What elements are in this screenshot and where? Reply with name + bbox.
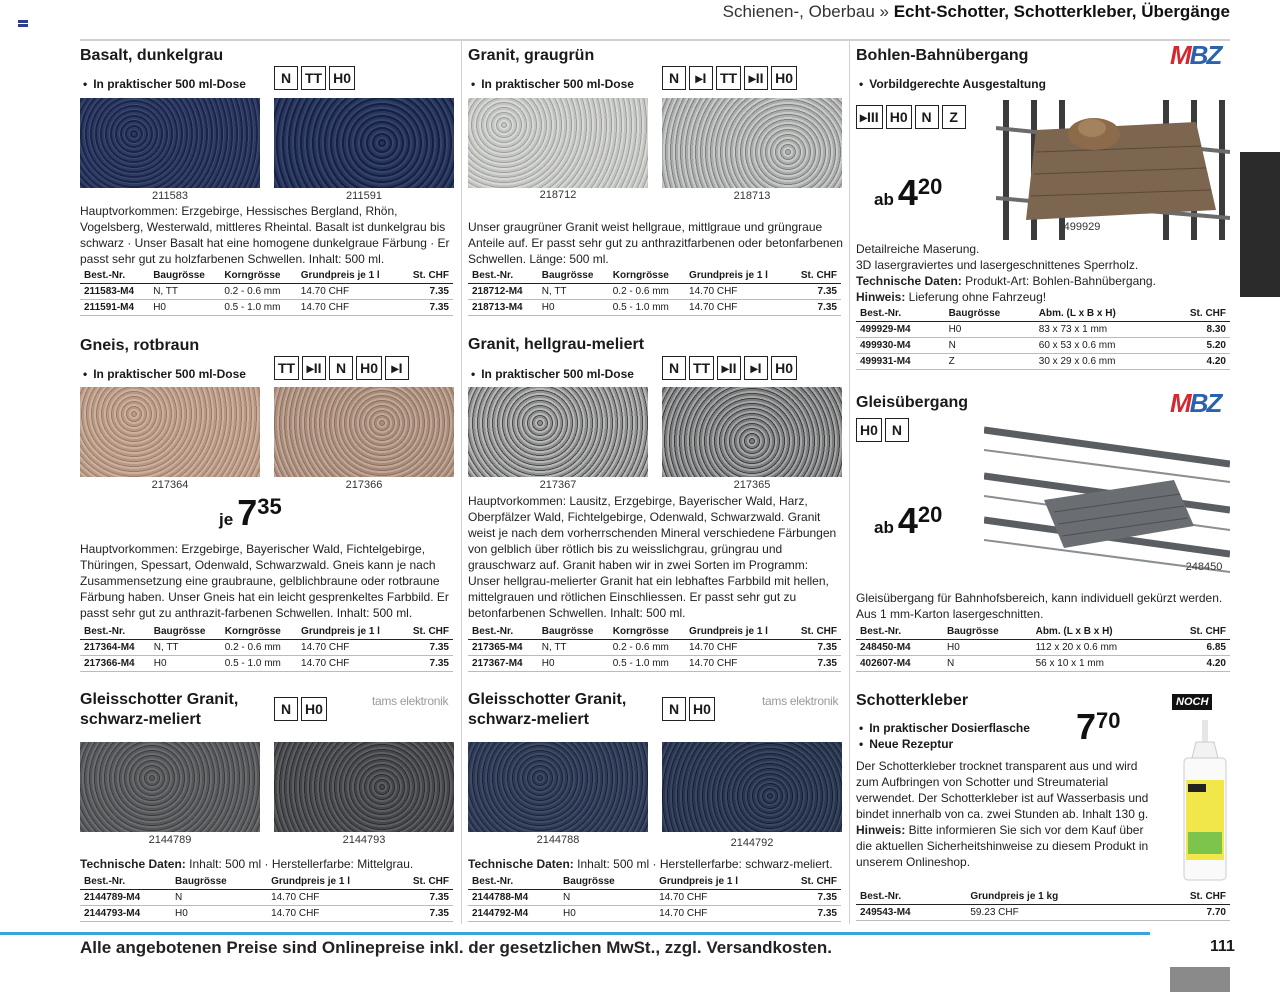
article-number[interactable]: 249543-M4 bbox=[856, 905, 966, 921]
scale-badge: H0 bbox=[356, 356, 382, 380]
cell bbox=[644, 906, 655, 922]
product-table bbox=[856, 889, 1230, 921]
col-header: Baugrösse bbox=[171, 874, 256, 890]
scale-badge: H0 bbox=[301, 697, 327, 721]
cell: 14.70 CHF bbox=[297, 640, 400, 656]
price-decimals: 20 bbox=[917, 502, 943, 527]
product-description bbox=[856, 241, 1231, 305]
image-caption: 218712 bbox=[539, 189, 577, 201]
product-bullet: • In praktischer 500 ml-Dose bbox=[80, 76, 453, 92]
scale-badge: N bbox=[274, 66, 298, 90]
col-header: Abm. (L x B x H) bbox=[1035, 306, 1164, 322]
article-number[interactable]: 499931-M4 bbox=[856, 354, 945, 370]
scale-badge: N bbox=[915, 105, 939, 129]
scale-badge: ▸II bbox=[302, 356, 326, 380]
scale-badge: ▸I bbox=[689, 66, 713, 90]
cell: 7.35 bbox=[390, 906, 453, 922]
scale-badges bbox=[274, 356, 409, 380]
image-caption: 217366 bbox=[345, 479, 383, 491]
product-title: Gleisübergang bbox=[856, 394, 969, 411]
table-row[interactable] bbox=[856, 338, 1230, 354]
product-bullet: • Vorbildgerechte Ausgestaltung bbox=[856, 76, 1156, 92]
article-number[interactable]: 217364-M4 bbox=[80, 640, 150, 656]
image-caption: 2144792 bbox=[730, 837, 774, 849]
product-tech-data bbox=[468, 856, 843, 872]
col-header: Grundpreis je 1 l bbox=[655, 874, 778, 890]
article-number[interactable]: 218713-M4 bbox=[468, 300, 538, 316]
scale-badge: TT bbox=[301, 66, 326, 90]
col-header: Baugrösse bbox=[149, 268, 220, 284]
scale-badges bbox=[856, 105, 966, 129]
cell: Z bbox=[945, 354, 1035, 370]
cell: H0 bbox=[945, 322, 1035, 338]
image-caption: 211591 bbox=[346, 190, 382, 202]
cell: 14.70 CHF bbox=[297, 656, 400, 672]
cell: 60 x 53 x 0.6 mm bbox=[1035, 338, 1164, 354]
product-table bbox=[80, 874, 453, 922]
product-description: Hauptvorkommen: Erzgebirge, Hessisches Bergland, Rhön, Vogelsberg, Westerwald, mittleres Rheintal. Basalt ist dunkelgrau bis schwarz · Unser Basalt hat eine homogene dunkelgraue Färbung · Er passt sehr gut zu holzfarbenen Schwellen. Inhalt: 500 ml. bbox=[80, 204, 450, 266]
page-number: 111 bbox=[1210, 938, 1235, 955]
desc-text: Der Schotterkleber trocknet transparent aus und wird zum Aufbringen von Schotter und Streumaterial verwendet. Der Schotterkleber ist auf Wasserbasis und bindet innerhalb von ca. zwei Stunden ab. Inhalt 130 g. bbox=[856, 759, 1149, 821]
col-header: St. CHF bbox=[778, 874, 841, 890]
scale-badge: N bbox=[662, 697, 686, 721]
col-header: St. CHF bbox=[400, 624, 453, 640]
col-header: St. CHF bbox=[390, 874, 453, 890]
product-tech-data bbox=[80, 856, 455, 872]
table-row[interactable] bbox=[856, 656, 1230, 672]
hint-text: Lieferung ohne Fahrzeug! bbox=[905, 290, 1047, 304]
cell: 0.5 - 1.0 mm bbox=[609, 300, 685, 316]
column-divider bbox=[461, 41, 462, 924]
scale-badges bbox=[662, 356, 797, 380]
table-row[interactable] bbox=[80, 640, 453, 656]
scale-badge: H0 bbox=[771, 66, 797, 90]
tech-label: Technische Daten: bbox=[80, 857, 186, 871]
tech-text: Inhalt: 500 ml · Herstellerfarbe: Mittelgrau. bbox=[185, 857, 414, 871]
scale-badge: TT bbox=[274, 356, 299, 380]
scale-badge: ▸II bbox=[717, 356, 741, 380]
scale-badges bbox=[662, 66, 797, 90]
hint-label: Hinweis: bbox=[856, 290, 906, 304]
product-description: Unser graugrüner Granit weist hellgraue, mittlgraue und grüngraue Anteile auf. Er passt sehr gut zu anthrazitfarbenen oder betonfarbenen Schwellen. Länge: 500 ml. bbox=[468, 220, 843, 266]
cell: N bbox=[559, 890, 644, 906]
col-header: Grundpreis je 1 kg bbox=[966, 889, 1147, 905]
cell: 0.2 - 0.6 mm bbox=[609, 640, 685, 656]
cell: H0 bbox=[943, 640, 1032, 656]
col-header: St. CHF bbox=[788, 268, 841, 284]
scale-badge: N bbox=[274, 697, 298, 721]
scale-badge: ▸II bbox=[744, 66, 768, 90]
product-image[interactable] bbox=[662, 742, 842, 832]
product-image[interactable] bbox=[80, 98, 260, 188]
table-row[interactable] bbox=[856, 905, 1230, 921]
cell: 6.85 bbox=[1165, 640, 1231, 656]
product-image[interactable] bbox=[274, 98, 454, 188]
price-main: 7 bbox=[237, 492, 258, 533]
col-header: Baugrösse bbox=[538, 624, 609, 640]
cell: 14.70 CHF bbox=[655, 906, 778, 922]
cell: 112 x 20 x 0.6 mm bbox=[1032, 640, 1165, 656]
hint-label: Hinweis: bbox=[856, 823, 906, 837]
scale-badge: H0 bbox=[856, 418, 882, 442]
image-caption: 2144789 bbox=[148, 834, 192, 846]
mbz-logo: MBZ bbox=[1170, 40, 1221, 70]
col-header: Best.-Nr. bbox=[468, 874, 559, 890]
col-header: Korngrösse bbox=[220, 268, 296, 284]
cell: 7.35 bbox=[788, 656, 841, 672]
table-row[interactable] bbox=[856, 322, 1230, 338]
table-row[interactable] bbox=[468, 640, 841, 656]
product-image[interactable] bbox=[80, 742, 260, 832]
cell: H0 bbox=[149, 300, 220, 316]
col-header: St. CHF bbox=[1163, 306, 1230, 322]
scale-badge: H0 bbox=[329, 66, 355, 90]
product-title: Granit, graugrün bbox=[468, 47, 595, 64]
col-header: Best.-Nr. bbox=[80, 874, 171, 890]
table-row[interactable] bbox=[80, 656, 453, 672]
product-bullet: • In praktischer 500 ml-Dose bbox=[468, 366, 841, 382]
glue-bottle-image[interactable] bbox=[1178, 720, 1234, 884]
cell: H0 bbox=[150, 656, 221, 672]
cell: N, TT bbox=[538, 284, 609, 300]
scale-badges bbox=[274, 697, 327, 721]
image-caption: 218713 bbox=[733, 190, 771, 202]
product-table bbox=[856, 306, 1230, 370]
cell: 7.35 bbox=[788, 284, 841, 300]
product-title: Bohlen-Bahnübergang bbox=[856, 47, 1029, 64]
product-title: Schotterkleber bbox=[856, 692, 969, 709]
cell: N, TT bbox=[538, 640, 609, 656]
cell: 7.35 bbox=[788, 640, 841, 656]
product-image[interactable] bbox=[662, 98, 842, 188]
product-description: Hauptvorkommen: Erzgebirge, Bayerischer Wald, Fichtelgebirge, Thüringen, Spessart, Odenwald, Schwarzwald. Gneis kann je nach Zusammensetzung eine graubraune, gelblichbraune oder rotbraune Färbung haben. Unser Gneis hat ein leicht gesprenkeltes Farbbild. Er passt sehr gut zu anthrazit-farbenen Schwellen. Inhalt: 500 ml. bbox=[80, 542, 449, 620]
hint-text: Bitte informieren Sie sich vor dem Kauf über die aktuellen Sicherheitshinweise zu diesem Produkt in unserem Onlineshop. bbox=[856, 823, 1149, 869]
article-number[interactable]: 499930-M4 bbox=[856, 338, 945, 354]
table-row[interactable] bbox=[80, 890, 453, 906]
col-header: St. CHF bbox=[1165, 624, 1231, 640]
cell: 7.35 bbox=[778, 890, 841, 906]
cell: 4.20 bbox=[1163, 354, 1230, 370]
cell: H0 bbox=[559, 906, 644, 922]
price-main: 7 bbox=[1076, 706, 1097, 747]
cell bbox=[644, 890, 655, 906]
cell: 14.70 CHF bbox=[297, 284, 401, 300]
image-caption: 217367 bbox=[539, 479, 577, 491]
table-row[interactable] bbox=[468, 284, 841, 300]
product-image-gleisuebergang[interactable] bbox=[984, 420, 1230, 580]
product-title: Gneis, rotbraun bbox=[80, 337, 200, 354]
product-image[interactable] bbox=[274, 742, 454, 832]
column-divider bbox=[849, 41, 850, 924]
scale-badge: TT bbox=[716, 66, 741, 90]
price-prefix: ab bbox=[874, 518, 894, 537]
cell: 14.70 CHF bbox=[297, 300, 401, 316]
article-number[interactable]: 402607-M4 bbox=[856, 656, 943, 672]
scale-badge: Z bbox=[942, 105, 966, 129]
language-flag-icon[interactable] bbox=[18, 20, 28, 27]
product-table bbox=[856, 624, 1230, 672]
cell: 7.70 bbox=[1147, 905, 1230, 921]
product-image[interactable] bbox=[662, 387, 842, 477]
cell: N bbox=[943, 656, 1032, 672]
col-header: Grundpreis je 1 l bbox=[267, 874, 390, 890]
desc-line: 3D lasergraviertes und lasergeschnittenes Sperrholz. bbox=[856, 258, 1139, 272]
product-title: Gleisschotter Granit, schwarz-meliert bbox=[80, 691, 239, 728]
table-row[interactable] bbox=[856, 640, 1230, 656]
chapter-tab[interactable] bbox=[1240, 152, 1280, 297]
product-title: Granit, hellgrau-meliert bbox=[468, 336, 645, 353]
noch-logo: NOCH bbox=[1172, 694, 1212, 710]
product-image[interactable] bbox=[80, 387, 260, 477]
article-number[interactable]: 211583-M4 bbox=[80, 284, 149, 300]
product-bohlen bbox=[856, 46, 1156, 92]
article-number[interactable]: 2144793-M4 bbox=[80, 906, 171, 922]
price bbox=[1076, 706, 1121, 748]
tech-label: Technische Daten: bbox=[468, 857, 574, 871]
scale-badges bbox=[856, 418, 909, 442]
cell: 14.70 CHF bbox=[267, 890, 390, 906]
header-divider bbox=[80, 39, 1230, 41]
cell: 8.30 bbox=[1163, 322, 1230, 338]
article-number[interactable]: 218712-M4 bbox=[468, 284, 538, 300]
cell: 5.20 bbox=[1163, 338, 1230, 354]
brand-watermark: tams elektronik bbox=[372, 694, 449, 708]
product-image[interactable] bbox=[468, 742, 648, 832]
col-header: Best.-Nr. bbox=[80, 624, 150, 640]
table-row[interactable] bbox=[80, 300, 453, 316]
cell: 0.2 - 0.6 mm bbox=[609, 284, 685, 300]
price bbox=[219, 492, 282, 534]
col-header: Grundpreis je 1 l bbox=[685, 624, 788, 640]
scale-badge: TT bbox=[689, 356, 714, 380]
cell: 7.35 bbox=[390, 890, 453, 906]
cell: 14.70 CHF bbox=[655, 890, 778, 906]
cell: N, TT bbox=[149, 284, 220, 300]
col-header: Best.-Nr. bbox=[856, 624, 943, 640]
cell: 14.70 CHF bbox=[267, 906, 390, 922]
cell: 83 x 73 x 1 mm bbox=[1035, 322, 1164, 338]
scale-badge: N bbox=[662, 356, 686, 380]
col-header: Abm. (L x B x H) bbox=[1032, 624, 1165, 640]
product-description: Gleisübergang für Bahnhofsbereich, kann individuell gekürzt werden. Aus 1 mm-Karton lasergeschnitten. bbox=[856, 591, 1223, 621]
col-header: Best.-Nr. bbox=[468, 268, 538, 284]
mbz-logo: MBZ bbox=[1170, 388, 1221, 418]
price-decimals: 20 bbox=[917, 174, 943, 199]
col-header: Baugrösse bbox=[150, 624, 221, 640]
footer-note: Alle angebotenen Preise sind Onlinepreise inkl. der gesetzlichen MwSt., zzgl. Versandkosten. bbox=[80, 938, 832, 957]
price-main: 4 bbox=[897, 500, 918, 541]
product-basalt bbox=[80, 46, 453, 92]
product-bullet: • In praktischer 500 ml-Dose bbox=[80, 366, 453, 382]
scale-badge: H0 bbox=[886, 105, 912, 129]
product-image[interactable] bbox=[274, 387, 454, 477]
article-number[interactable]: 217365-M4 bbox=[468, 640, 538, 656]
scale-badges bbox=[662, 697, 715, 721]
page-corner-tab[interactable] bbox=[1170, 967, 1230, 992]
cell: 56 x 10 x 1 mm bbox=[1032, 656, 1165, 672]
col-header: Korngrösse bbox=[609, 624, 685, 640]
cell: N, TT bbox=[150, 640, 221, 656]
cell: N bbox=[171, 890, 256, 906]
product-table bbox=[80, 624, 453, 672]
col-header bbox=[644, 874, 655, 890]
col-header bbox=[256, 874, 267, 890]
scale-badges bbox=[274, 66, 355, 90]
cell: 30 x 29 x 0.6 mm bbox=[1035, 354, 1164, 370]
cell: 14.70 CHF bbox=[685, 656, 788, 672]
scale-badge: ▸III bbox=[856, 105, 883, 129]
cell: 7.35 bbox=[400, 300, 453, 316]
product-description bbox=[856, 758, 1156, 870]
col-header: St. CHF bbox=[788, 624, 841, 640]
price bbox=[874, 172, 942, 214]
col-header: Baugrösse bbox=[538, 268, 609, 284]
desc-line: Detailreiche Maserung. bbox=[856, 242, 980, 256]
product-gleisuebergang bbox=[856, 393, 1156, 413]
table-row[interactable] bbox=[468, 890, 841, 906]
footer-divider bbox=[0, 932, 1150, 935]
col-header: Best.-Nr. bbox=[856, 889, 966, 905]
cell: H0 bbox=[538, 656, 609, 672]
col-header: Baugrösse bbox=[559, 874, 644, 890]
price-decimals: 70 bbox=[1096, 708, 1121, 733]
image-caption: 248450 bbox=[1185, 561, 1223, 573]
product-gleisschotter-1 bbox=[80, 690, 280, 730]
col-header: St. CHF bbox=[1147, 889, 1230, 905]
article-number[interactable]: 499929-M4 bbox=[856, 322, 945, 338]
scale-badge: H0 bbox=[771, 356, 797, 380]
cell: 7.35 bbox=[400, 640, 453, 656]
cell bbox=[256, 890, 267, 906]
image-caption: 2144788 bbox=[536, 834, 580, 846]
cell: H0 bbox=[171, 906, 256, 922]
cell: 14.70 CHF bbox=[685, 300, 788, 316]
col-header: Korngrösse bbox=[609, 268, 685, 284]
product-gleisschotter-2 bbox=[468, 690, 668, 730]
cell: 7.35 bbox=[400, 284, 453, 300]
product-description: Hauptvorkommen: Lausitz, Erzgebirge, Bayerischer Wald, Harz, Oberpfälzer Wald, Fichtelgebirge, Odenwald, Schwarzwald. Granit weist je nach dem vorherrschenden Mineral verschiedene Färbungen von gelblich über rötlich bis zu weisslichgrau, grüngrau und grauschwarz auf. Granit haben wir in zwei Sorten im Programm: Unser hellgrau-melierter Granit hat ein lebhaftes Farbbild mit hellen, mittelgrauen und rötlichen Einschliessen. Er passt sehr gut zu betonfarbenen Schwellen. Inhalt: 500 ml. bbox=[468, 494, 837, 620]
product-table bbox=[468, 268, 841, 316]
cell: 0.5 - 1.0 mm bbox=[609, 656, 685, 672]
product-table bbox=[80, 268, 453, 316]
product-table bbox=[468, 874, 841, 922]
scale-badge: N bbox=[662, 66, 686, 90]
price-prefix: ab bbox=[874, 190, 894, 209]
price-main: 4 bbox=[897, 172, 918, 213]
scale-badge: N bbox=[329, 356, 353, 380]
table-row[interactable] bbox=[80, 906, 453, 922]
tech-line bbox=[856, 273, 1231, 289]
table-row[interactable] bbox=[856, 354, 1230, 370]
cell: 14.70 CHF bbox=[685, 284, 788, 300]
cell: 0.5 - 1.0 mm bbox=[221, 656, 297, 672]
article-number[interactable]: 2144788-M4 bbox=[468, 890, 559, 906]
cell: H0 bbox=[538, 300, 609, 316]
product-image[interactable] bbox=[468, 387, 648, 477]
cell: N bbox=[945, 338, 1035, 354]
col-header: Baugrösse bbox=[943, 624, 1032, 640]
image-caption: 211583 bbox=[152, 190, 188, 202]
page-header: Schienen-, Oberbau » Echt-Schotter, Schotterkleber, Übergänge bbox=[722, 2, 1230, 21]
product-bullet: • In praktischer Dosierflasche bbox=[856, 720, 1096, 736]
col-header: Grundpreis je 1 l bbox=[297, 268, 401, 284]
col-header: Best.-Nr. bbox=[468, 624, 538, 640]
cell bbox=[256, 906, 267, 922]
article-number[interactable]: 211591-M4 bbox=[80, 300, 149, 316]
price bbox=[874, 500, 942, 542]
product-image-crossing[interactable] bbox=[996, 100, 1230, 240]
cell: 7.35 bbox=[778, 906, 841, 922]
brand-watermark: tams elektronik bbox=[762, 694, 839, 708]
price-decimals: 35 bbox=[257, 494, 282, 519]
col-header: St. CHF bbox=[400, 268, 453, 284]
image-caption: 217364 bbox=[151, 479, 189, 491]
cell: 7.35 bbox=[400, 656, 453, 672]
table-row[interactable] bbox=[80, 284, 453, 300]
tech-text: Produkt-Art: Bohlen-Bahnübergang. bbox=[961, 274, 1156, 288]
col-header: Best.-Nr. bbox=[80, 268, 149, 284]
article-number[interactable]: 2144792-M4 bbox=[468, 906, 559, 922]
article-number[interactable]: 217367-M4 bbox=[468, 656, 538, 672]
product-schotterkleber bbox=[856, 691, 1096, 752]
scale-badge: ▸I bbox=[744, 356, 768, 380]
image-caption: 2144793 bbox=[342, 834, 386, 846]
price-prefix: je bbox=[219, 510, 234, 529]
image-caption: 499929 bbox=[1063, 221, 1101, 233]
table-row[interactable] bbox=[468, 656, 841, 672]
col-header: Best.-Nr. bbox=[856, 306, 945, 322]
cell: 0.2 - 0.6 mm bbox=[220, 284, 296, 300]
article-number[interactable]: 248450-M4 bbox=[856, 640, 943, 656]
tech-label: Technische Daten: bbox=[856, 274, 962, 288]
col-header: Grundpreis je 1 l bbox=[297, 624, 400, 640]
product-bullet: • Neue Rezeptur bbox=[856, 736, 1096, 752]
cell: 59.23 CHF bbox=[966, 905, 1147, 921]
cell: 4.20 bbox=[1165, 656, 1231, 672]
tech-text: Inhalt: 500 ml · Herstellerfarbe: schwarz-meliert. bbox=[573, 857, 833, 871]
scale-badge: H0 bbox=[689, 697, 715, 721]
cell: 0.2 - 0.6 mm bbox=[221, 640, 297, 656]
cell: 7.35 bbox=[788, 300, 841, 316]
image-caption: 217365 bbox=[733, 479, 771, 491]
scale-badge: ▸I bbox=[385, 356, 409, 380]
table-row[interactable] bbox=[468, 906, 841, 922]
product-title: Gleisschotter Granit, schwarz-meliert bbox=[468, 691, 627, 728]
table-row[interactable] bbox=[468, 300, 841, 316]
col-header: Korngrösse bbox=[221, 624, 297, 640]
product-table bbox=[468, 624, 841, 672]
article-number[interactable]: 2144789-M4 bbox=[80, 890, 171, 906]
cell: 0.5 - 1.0 mm bbox=[220, 300, 296, 316]
scale-badge: N bbox=[885, 418, 909, 442]
col-header: Grundpreis je 1 l bbox=[685, 268, 788, 284]
product-bullet: • In praktischer 500 ml-Dose bbox=[468, 76, 841, 92]
cell: 14.70 CHF bbox=[685, 640, 788, 656]
product-title: Basalt, dunkelgrau bbox=[80, 47, 224, 64]
hint-line bbox=[856, 822, 1156, 870]
hint-line bbox=[856, 289, 1231, 305]
article-number[interactable]: 217366-M4 bbox=[80, 656, 150, 672]
product-image[interactable] bbox=[468, 98, 648, 188]
col-header: Baugrösse bbox=[945, 306, 1035, 322]
